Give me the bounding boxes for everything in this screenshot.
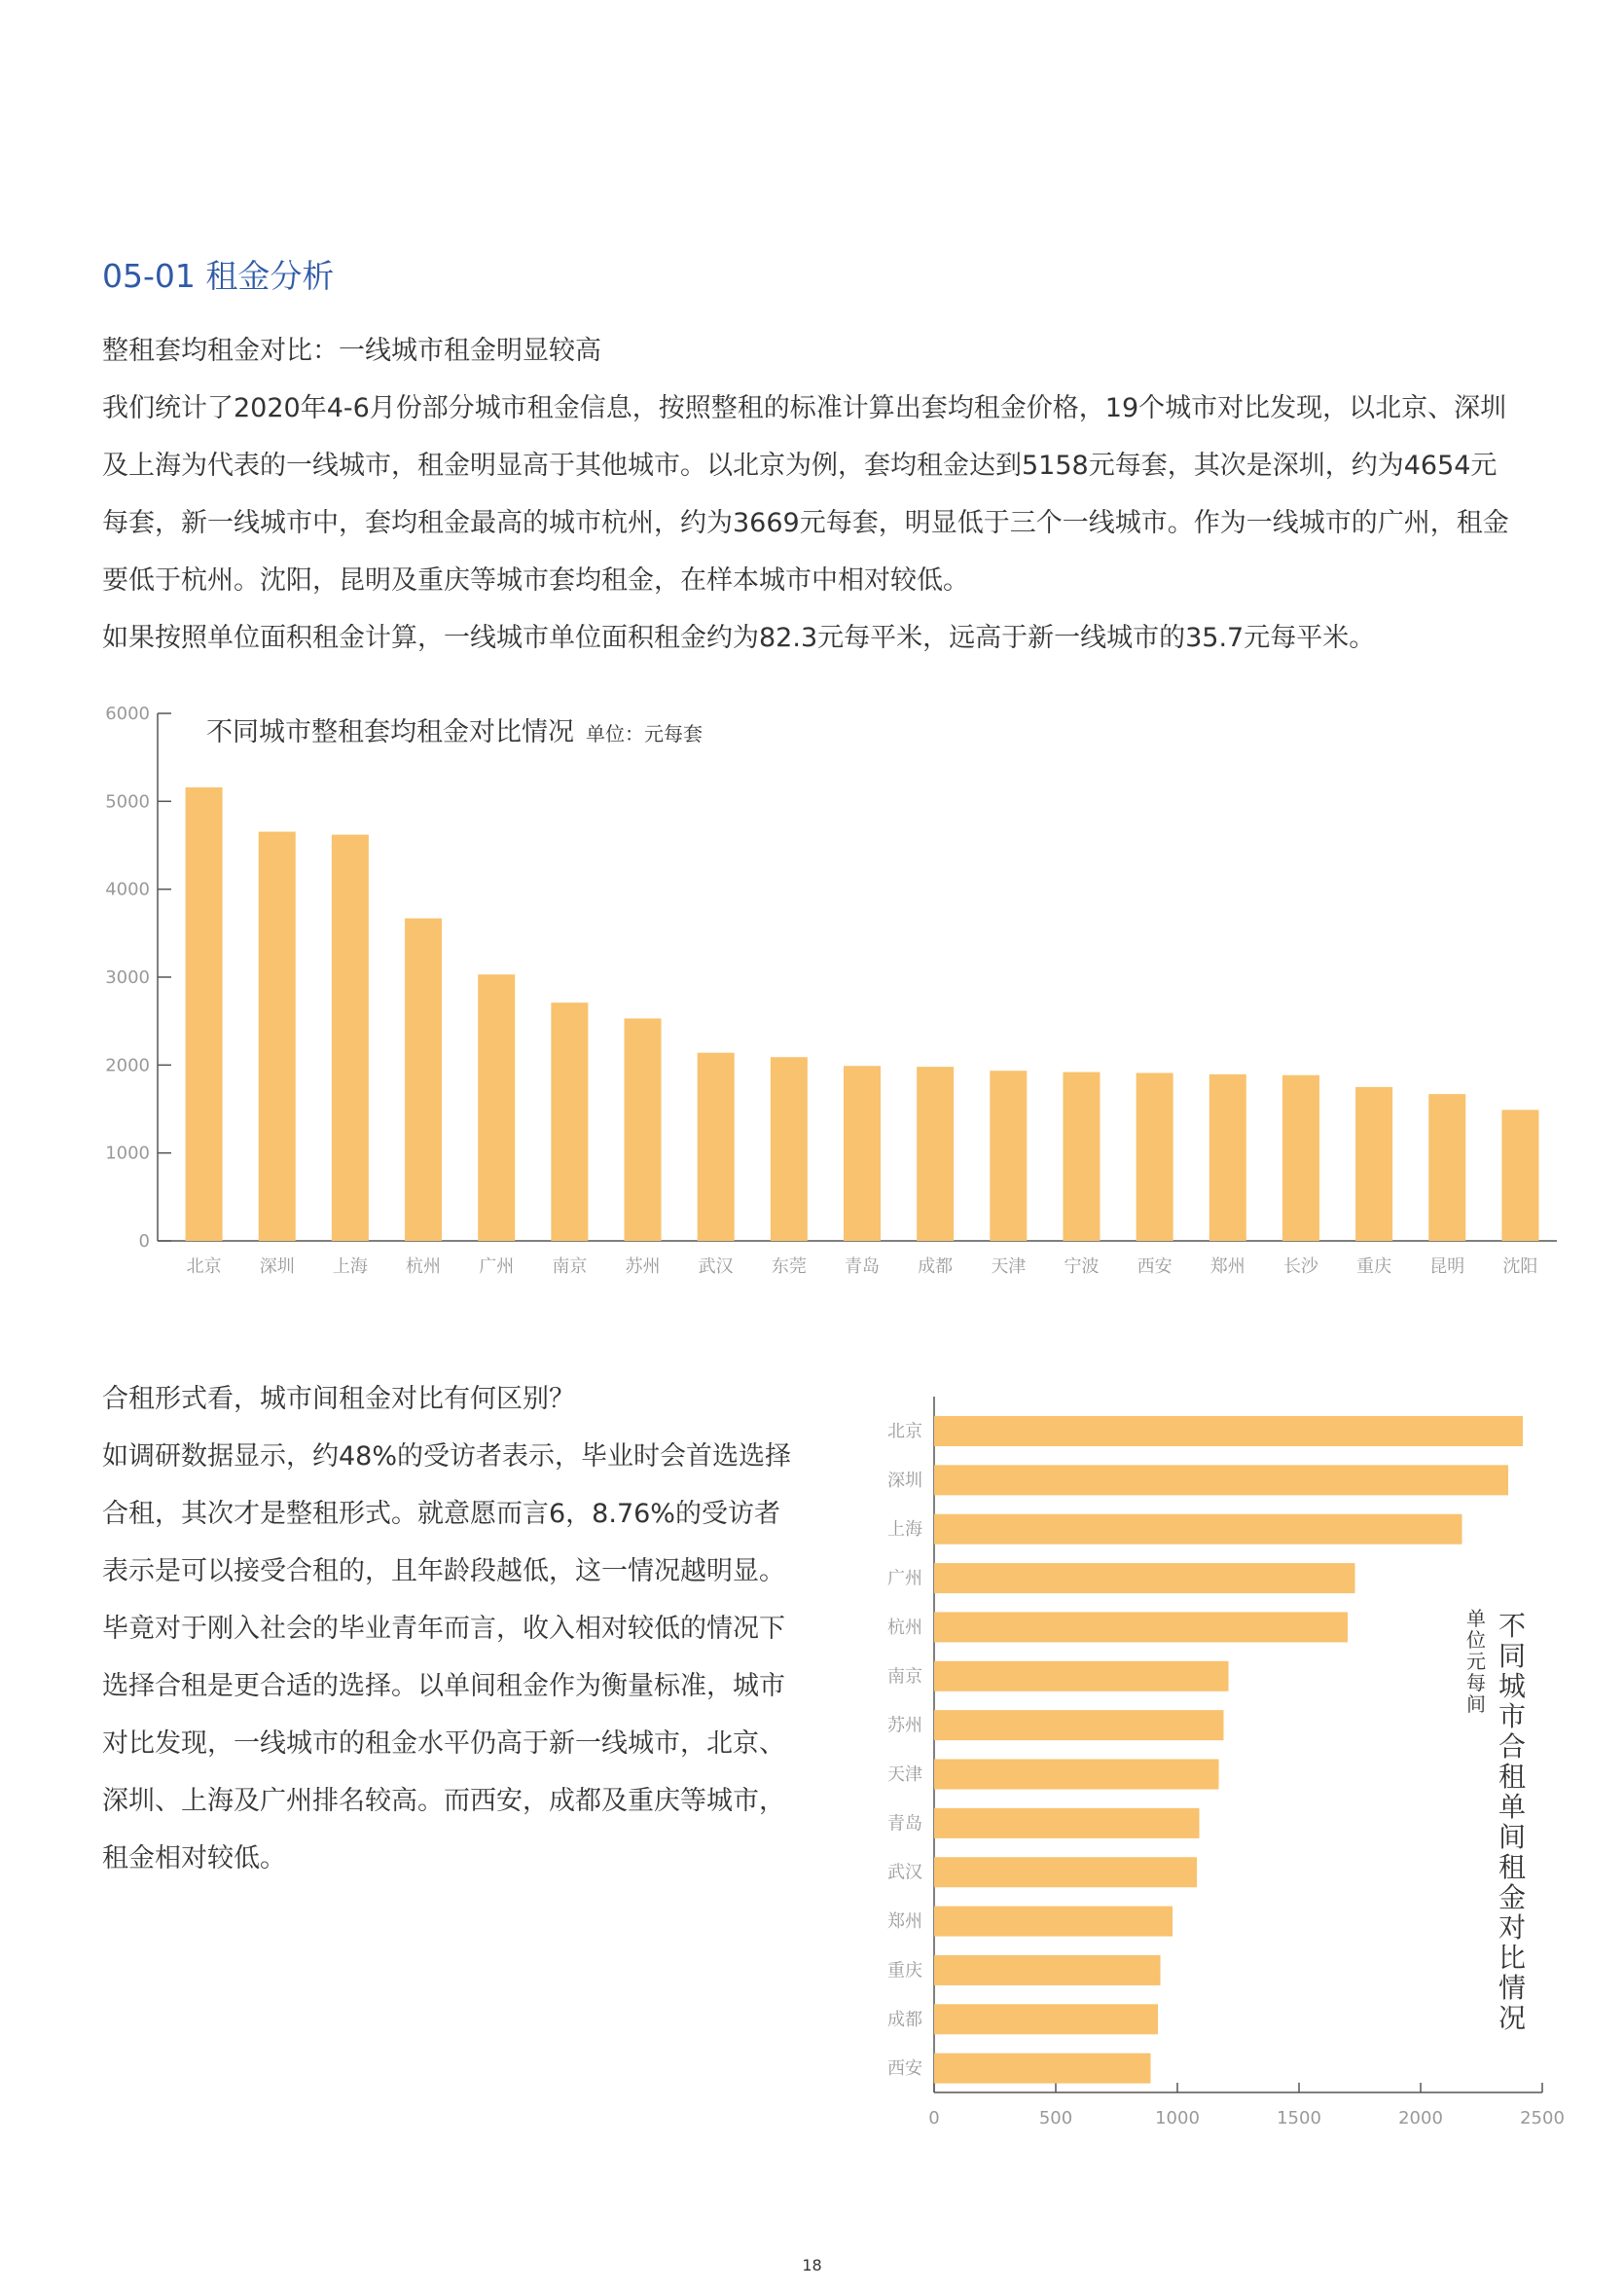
x-tick-label: 武汉 xyxy=(698,1256,734,1277)
bar xyxy=(405,919,442,1241)
chart2-unit xyxy=(1466,1607,1486,1716)
bar xyxy=(934,1416,1523,1446)
paragraph-line: 及上海为代表的一线城市，租金明显高于其他城市。以北京为例，套均租金达到5158元每套，其次是深圳，约为4654元 xyxy=(102,451,1498,481)
chart2-title-char: 租 xyxy=(1498,1761,1527,1793)
x-tick-label: 上海 xyxy=(332,1256,368,1277)
left-paragraph-line: 如调研数据显示，约48%的受访者表示，毕业时会首选选择 xyxy=(102,1441,792,1472)
bar xyxy=(1282,1075,1319,1241)
chart2-title-char: 市 xyxy=(1498,1700,1527,1732)
y-tick-label: 1000 xyxy=(105,1143,150,1164)
left-paragraph-line: 表示是可以接受合租的，且年龄段越低，这一情况越明显。 xyxy=(102,1556,785,1586)
x-tick-label: 1500 xyxy=(1277,2108,1321,2128)
bar xyxy=(771,1057,808,1241)
chart1-unit: 单位：元每套 xyxy=(586,722,703,745)
left-paragraph-line: 租金相对较低。 xyxy=(102,1843,286,1873)
x-tick-label: 东莞 xyxy=(771,1256,807,1277)
chart2-title-char: 比 xyxy=(1498,1942,1527,1974)
bar xyxy=(478,974,515,1241)
x-tick-label: 昆明 xyxy=(1429,1256,1465,1277)
x-tick-label: 2000 xyxy=(1398,2108,1443,2128)
chart2-title xyxy=(1498,1610,1526,2034)
bar xyxy=(1209,1074,1246,1241)
y-tick-label: 2000 xyxy=(105,1055,150,1076)
paragraph-line: 每套，新一线城市中，套均租金最高的城市杭州，约为3669元每套，明显低于三个一线城市。作为一线城市的广州，租金 xyxy=(102,508,1509,538)
bar xyxy=(625,1018,662,1241)
bar xyxy=(934,1808,1200,1838)
paragraph-line: 我们统计了2020年4-6月份部分城市租金信息，按照整租的标准计算出套均租金价格，19个城市对比发现，以北京、深圳 xyxy=(102,393,1507,423)
x-tick-label: 杭州 xyxy=(406,1256,442,1277)
y-tick-label: 4000 xyxy=(105,879,150,900)
x-tick-label: 天津 xyxy=(991,1256,1027,1277)
left-paragraph-line: 合租，其次才是整租形式。就意愿而言6，8.76%的受访者 xyxy=(102,1499,780,1529)
paragraph-line: 要低于杭州。沈阳，昆明及重庆等城市套均租金，在样本城市中相对较低。 xyxy=(102,565,969,596)
chart2-title-char: 同 xyxy=(1498,1640,1527,1672)
y-tick-label: 6000 xyxy=(105,704,150,724)
x-tick-label: 沈阳 xyxy=(1502,1256,1538,1277)
y-tick-label: 上海 xyxy=(887,1519,922,1541)
bar xyxy=(934,2004,1158,2034)
bar xyxy=(934,1612,1348,1642)
chart2-unit-char: 元 xyxy=(1466,1650,1486,1673)
sub-title: 整租套均租金对比：一线城市租金明显较高 xyxy=(102,336,601,366)
y-tick-label: 成都 xyxy=(887,2009,922,2030)
x-tick-label: 青岛 xyxy=(845,1256,880,1277)
y-tick-label: 北京 xyxy=(887,1421,922,1442)
y-tick-label: 西安 xyxy=(887,2058,922,2080)
bar xyxy=(1428,1094,1465,1241)
x-tick-label: 长沙 xyxy=(1282,1256,1318,1277)
x-tick-label: 宁波 xyxy=(1064,1256,1100,1277)
left-paragraph-line: 合租形式看，城市间租金对比有何区别？ xyxy=(102,1384,575,1414)
x-tick-label: 南京 xyxy=(552,1256,588,1277)
left-paragraph-line: 选择合租是更合适的选择。以单间租金作为衡量标准，城市 xyxy=(102,1671,785,1701)
chart2-title-char: 租 xyxy=(1498,1851,1527,1883)
x-tick-label: 苏州 xyxy=(625,1256,661,1277)
bar xyxy=(934,1857,1197,1887)
y-tick-label: 广州 xyxy=(887,1568,922,1589)
y-tick-label: 杭州 xyxy=(887,1617,922,1638)
bar xyxy=(934,2054,1151,2084)
bar xyxy=(934,1907,1173,1937)
x-tick-label: 北京 xyxy=(186,1256,222,1277)
bar xyxy=(917,1067,954,1241)
bar xyxy=(1355,1087,1392,1241)
x-tick-label: 西安 xyxy=(1137,1256,1173,1277)
bar xyxy=(259,832,296,1241)
bar xyxy=(934,1661,1229,1691)
bar xyxy=(990,1071,1027,1241)
x-tick-label: 重庆 xyxy=(1356,1256,1392,1277)
chart2-title-char: 城 xyxy=(1498,1670,1527,1702)
left-paragraph-line: 深圳、上海及广州排名较高。而西安，成都及重庆等城市， xyxy=(102,1786,785,1816)
bar xyxy=(934,1760,1219,1790)
bar xyxy=(934,1955,1161,1985)
y-tick-label: 武汉 xyxy=(887,1862,922,1883)
x-tick-label: 郑州 xyxy=(1209,1256,1245,1277)
x-tick-label: 1000 xyxy=(1155,2108,1200,2128)
y-tick-label: 深圳 xyxy=(887,1470,922,1491)
y-tick-label: 3000 xyxy=(105,967,150,988)
left-paragraph-line: 对比发现，一线城市的租金水平仍高于新一线城市，北京、 xyxy=(102,1728,785,1759)
chart2-unit-char: 位 xyxy=(1466,1628,1486,1652)
y-tick-label: 5000 xyxy=(105,791,150,813)
page-number: 18 xyxy=(802,2256,822,2274)
x-tick-label: 0 xyxy=(928,2108,940,2128)
x-tick-label: 深圳 xyxy=(259,1256,295,1277)
bar xyxy=(1501,1109,1538,1241)
bar xyxy=(698,1053,735,1241)
bar xyxy=(551,1002,588,1241)
y-tick-label: 青岛 xyxy=(887,1813,922,1835)
bar xyxy=(186,787,223,1241)
chart2-title-char: 间 xyxy=(1498,1821,1527,1853)
x-tick-label: 广州 xyxy=(479,1256,515,1277)
y-tick-label: 0 xyxy=(138,1231,150,1252)
y-tick-label: 苏州 xyxy=(887,1715,922,1736)
chart2-title-char: 对 xyxy=(1498,1911,1527,1944)
bar xyxy=(844,1066,881,1241)
x-tick-label: 成都 xyxy=(918,1256,954,1277)
x-tick-label: 500 xyxy=(1038,2108,1073,2128)
bar xyxy=(934,1710,1224,1740)
chart2-unit-char: 每 xyxy=(1466,1671,1486,1694)
x-tick-label: 2500 xyxy=(1520,2108,1565,2128)
chart2-title-char: 合 xyxy=(1498,1730,1527,1763)
y-tick-label: 南京 xyxy=(887,1666,922,1688)
chart1-title: 不同城市整租套均租金对比情况 xyxy=(206,717,574,747)
y-tick-label: 重庆 xyxy=(887,1960,922,1982)
chart2-title-char: 单 xyxy=(1498,1791,1527,1823)
chart2-title-char: 金 xyxy=(1498,1881,1527,1913)
bar xyxy=(934,1514,1462,1545)
bar xyxy=(332,835,369,1241)
y-tick-label: 天津 xyxy=(887,1764,922,1785)
chart2-unit-char: 间 xyxy=(1466,1692,1486,1716)
chart2-unit-char: 单 xyxy=(1466,1607,1486,1630)
left-paragraph-line: 毕竟对于刚入社会的毕业青年而言，收入相对较低的情况下 xyxy=(102,1614,785,1644)
paragraph-line: 如果按照单位面积租金计算，一线城市单位面积租金约为82.3元每平米，远高于新一线城市的35.7元每平米。 xyxy=(102,623,1376,653)
chart2-title-char: 情 xyxy=(1498,1972,1527,2004)
y-tick-label: 郑州 xyxy=(887,1911,922,1933)
horizontal-bar-chart xyxy=(866,1382,1586,2161)
bar xyxy=(1063,1073,1100,1241)
section-title: 05-01 租金分析 xyxy=(102,257,335,295)
chart2-title-char: 不 xyxy=(1498,1610,1527,1642)
chart2-title-char: 况 xyxy=(1498,2002,1527,2034)
bar xyxy=(934,1563,1355,1593)
bar xyxy=(1137,1073,1173,1241)
vertical-bar-chart xyxy=(88,696,1586,1299)
bar xyxy=(934,1465,1508,1495)
